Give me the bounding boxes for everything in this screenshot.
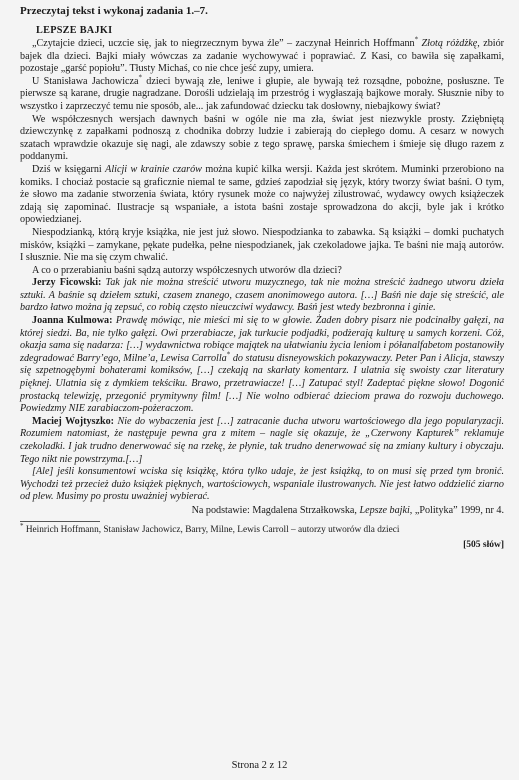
p1-book-title: Złotą różdżkę: [421, 38, 478, 49]
p2-text-b: dzieci bywają złe, leniwe i głupie, ale bywają też rozsądne, pobożne, posłuszne. Te pierwsze są karane, drugie nagradzane. Dorośli udzielają im przestróg i wygłaszają bajkowe morały. Słusznie niby to wszystko i zaprzeczyć temu nie sposób, ale... jak zafundować dziecku tak dosłowny, niebajkowy świat?: [20, 75, 504, 112]
paragraph-5: Niespodzianką, którą kryje książka, nie jest już słowo. Niespodzianka to zabawka. Są książki – domki puchatych misków, książki – zamykane, pękate pudełka, pełne niespodzianek, jak czekoladowe jajka. Te baśni nie mają autorów. I słusznie. Nie ma się czym chwalić.: [20, 226, 504, 264]
quote-text-kulmowa: Prawdę mówiąc, nie mieści mi się to w głowie. Żaden dobry pisarz nie podcinałby gałęzi, na której siedzi. Ba, nie tylko gałęzi. Owi przerabiacze, jak turkucie podjadki, podżerają kulturę u samych korzeni. Cóż, okazja sama się nadarza: […] wydawnictwa robiące majątek na ułatwianiu życia leniom i półanalfabetom postanowiły zdegradować Barry’ego, Milne’a, Lewisa Carrolla: [20, 315, 505, 364]
source-text-c: , „Polityka” 1999, nr 4.: [409, 504, 504, 516]
author-name-wojtyszko: Maciej Wojtyszko:: [32, 415, 115, 427]
source-text-a: Na podstawie: Magdalena Strzałkowska,: [191, 504, 357, 516]
quote-ficowski: [20, 277, 504, 315]
author-name-ficowski: Jerzy Ficowski:: [32, 277, 102, 289]
p4-text-c: można kupić kilka wersji. Każda jest skrótem. Muminki przerobiono na komiks. I chociaż postacie są graficznie niemal te same, gdzieś zapodział się język, który tworzy świat baśni. O tym, że słowo ma zadanie stworzenia świata, który rysunek może co najwyżej zilustrować, wydawcy owych książeczek zdają się zapominać. Ilustracje są wspaniałe, a istota baśni zostaje sprowadzona do akcji, byle jak i krótko opowiedzianej.: [20, 163, 504, 226]
quote-wojtyszko: [20, 416, 504, 466]
page-number: Strona 2 z 12: [231, 760, 288, 771]
p4-book-title: Alicji w krainie czarów: [105, 163, 202, 175]
footnote: [20, 521, 504, 536]
paragraph-4: [20, 164, 504, 227]
paragraph-2: [20, 73, 504, 114]
text-title: LEPSZE BAJKI: [36, 25, 113, 36]
paragraph-6: A co o przerabianiu baśni sądzą autorzy współczesnych utworów dla dzieci?: [32, 264, 342, 276]
footnote-marker: *: [226, 350, 231, 359]
document-page: [20, 4, 504, 550]
footnote-marker: *: [138, 73, 142, 82]
source-citation: [20, 505, 504, 518]
word-count: [505 słów]: [463, 539, 504, 550]
paragraph-1: [20, 35, 504, 76]
footnote-marker: *: [20, 521, 24, 530]
source-title: Lepsze bajki: [359, 504, 410, 516]
quote-kulmowa: [20, 315, 504, 416]
paragraph-3: We współczesnych wersjach dawnych baśni w ogóle nie ma zła, świat jest niezwykle prosty. Zziębniętą dziewczynkę z zapałkami podnoszą z chodnika dobrzy ludzie i zabierają do ciepłego domu. A cesarz w nowych szatach wprawdzie okazuje się nagi, ale zdawszy sobie z tego sprawę, parska śmiechem i śmieje się długo razem z poddanymi.: [20, 113, 504, 163]
author-name-kulmowa: Joanna Kulmowa:: [32, 315, 113, 327]
quote-text-kulmowa-2: do statusu disneyowskich pokazywaczy. Peter Pan i Alicja, stawszy się szpetnogębymi bohaterami komiksów, […] czekają na skarłaty komentarz. I ulatnia się swoisty czar literatury pięknej. Ulatnia się z dymkiem tekściku. Brawo, przetrawiacze! […] Zatupać styl! Zadeptać piękne słowo! Dogonić prostacką telewizję, przegonić prymitywny film! […] Nie wolno odbierać dzieciom prawa do rozwoju duchowego. Powiedzmy NIE zarabiaczom-pożeraczom.: [20, 352, 504, 415]
footnote-marker: *: [414, 35, 419, 44]
quote-wojtyszko-2: [20, 466, 504, 504]
quote-text-ficowski: Tak jak nie można streścić utworu muzycznego, tak nie można streścić żadnego utworu dzieła sztuki. A baśnie są dziełem sztuki, czasem znanego, czasem anonimowego autora. […] Baśń nie daje się streścić, ale bardzo łatwo można ją zepsuć, co robią często nieuczciwi wydawcy. Baśń jest wtedy bezbronna i ginie.: [20, 277, 504, 314]
quote-text-wojtyszko: Nie do wybaczenia jest […] zatracanie ducha utworu wartościowego dla jego popularyzacji. Rozumiem natomiast, że następuje pewna gra z mitem – nagle się okazuje, że „Czerwony Kapturek” reklamuje czekoladki. I jak trudno denerwować się na rzekę, że płynie, tak trudno denerwować się na zmiany kultury i obyczaju. Tego nikt nie powstrzyma.[…]: [20, 415, 505, 465]
p1-text-c: , zbiór bajek dla dzieci. Bajki miały wówczas za zadanie wychowywać i poprawiać. Z Kasi, co bawiła się zapałkami, pozostaje „garść popiołu”. Tłusty Michaś, co nie chce jeść zupy, umiera.: [20, 38, 504, 75]
p1-text-a: „Czytajcie dzieci, uczcie się, jak to niegrzecznym bywa źle” – zaczynał Heinrich Hoffmann: [32, 38, 415, 49]
footnote-text: Heinrich Hoffmann, Stanisław Jachowicz, Barry, Milne, Lewis Carroll – autorzy utworów dla dzieci: [25, 524, 400, 535]
quote-text-wojtyszko-2: [Ale] jeśli konsumentowi wciska się książkę, która tylko udaje, że jest książką, to on musi się przed tym bronić. Wychodzi też przecież dużo książek pięknych, wartościowych, wspaniale ilustrowanych. Nie jest łatwo oddzielić ziarno od plew. Musimy po prostu uważniej wybierać.: [20, 466, 504, 503]
p4-text-a: Dziś w księgarni: [32, 163, 102, 175]
task-instruction: Przeczytaj tekst i wykonaj zadania 1.–7.: [20, 5, 208, 17]
p2-text-a: U Stanisława Jachowicza: [32, 75, 139, 87]
footnote-divider: [20, 521, 100, 522]
